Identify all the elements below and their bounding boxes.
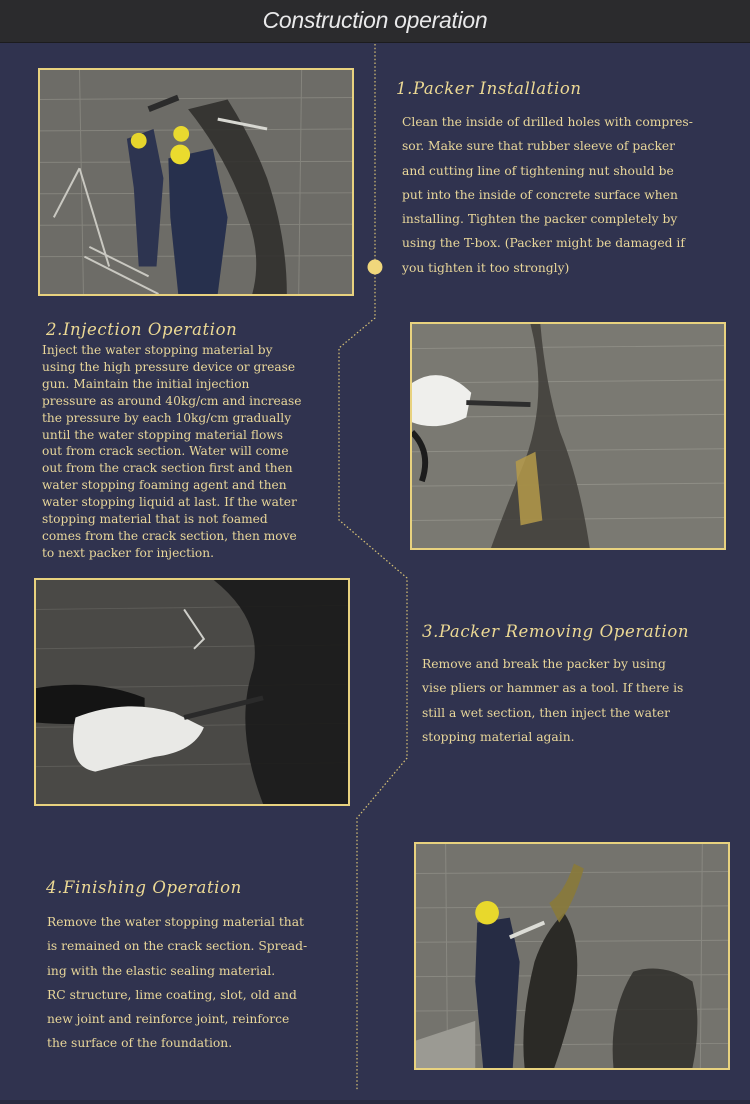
step-2-line: until the water stopping material flows	[42, 427, 283, 442]
step-4-line: new joint and reinforce joint, reinforce	[47, 1012, 290, 1027]
page-title: Construction operation	[262, 7, 488, 33]
step-1-description	[402, 110, 693, 280]
step-2-line: the pressure by each 10kg/cm gradually	[42, 410, 292, 425]
step-1-line: Clean the inside of drilled holes with compres-	[402, 115, 693, 129]
step-2-title: 2.Injection Operation	[46, 320, 238, 339]
packer-removing-photo	[34, 578, 350, 806]
header-bar	[0, 0, 750, 43]
finishing-photo	[414, 842, 730, 1070]
step-1-title: 1.Packer Installation	[396, 79, 582, 98]
step-4-line: the surface of the foundation.	[47, 1036, 233, 1051]
step-1-line: using the T-box. (Packer might be damaged if	[402, 236, 685, 251]
step-2-line: pressure as around 40kg/cm and increase	[42, 393, 302, 408]
step-4-line: Remove the water stopping material that	[47, 915, 305, 929]
step-2-line: comes from the crack section, then move	[42, 528, 297, 543]
footer-divider	[0, 1100, 750, 1104]
step-3-line: Remove and break the packer by using	[422, 657, 666, 671]
packer-installation-photo	[38, 68, 354, 296]
step-2-line: using the high pressure device or grease	[42, 359, 296, 374]
step-3-line: still a wet section, then inject the water	[422, 705, 670, 720]
step-2-line: gun. Maintain the initial injection	[42, 376, 250, 391]
step-2-line: stopping material that is not foamed	[42, 512, 268, 527]
step-1-line: and cutting line of tightening nut should be	[402, 163, 674, 178]
step-2-line: water stopping foaming agent and then	[42, 478, 287, 493]
step-4-title: 4.Finishing Operation	[46, 878, 242, 897]
step-1-line: you tighten it too strongly)	[402, 260, 570, 275]
step-2-description	[42, 342, 302, 562]
step-2-line: out from the crack section first and then	[42, 461, 293, 476]
timeline-dot	[368, 260, 383, 275]
step-2-line: water stopping liquid at last. If the water	[42, 495, 297, 510]
step-1-line: put into the inside of concrete surface when	[402, 187, 678, 202]
step-3-line: vise pliers or hammer as a tool. If there is	[422, 681, 684, 696]
step-3-line: stopping material again.	[422, 729, 575, 744]
step-2-line: out from crack section. Water will come	[42, 444, 289, 459]
step-2-line: to next packer for injection.	[42, 545, 214, 560]
step-4-description	[47, 910, 307, 1056]
step-4-line: is remained on the crack section. Spread-	[47, 939, 308, 954]
step-4-line: RC structure, lime coating, slot, old and	[47, 987, 297, 1002]
step-4-line: ing with the elastic sealing material.	[47, 963, 276, 978]
step-1-line: sor. Make sure that rubber sleeve of packer	[402, 139, 676, 154]
step-2-line: Inject the water stopping material by	[42, 343, 273, 357]
step-3-title: 3.Packer Removing Operation	[422, 622, 690, 641]
injection-photo	[410, 322, 726, 550]
step-1-line: installing. Tighten the packer completely by	[402, 212, 678, 227]
step-3-description	[422, 652, 683, 749]
